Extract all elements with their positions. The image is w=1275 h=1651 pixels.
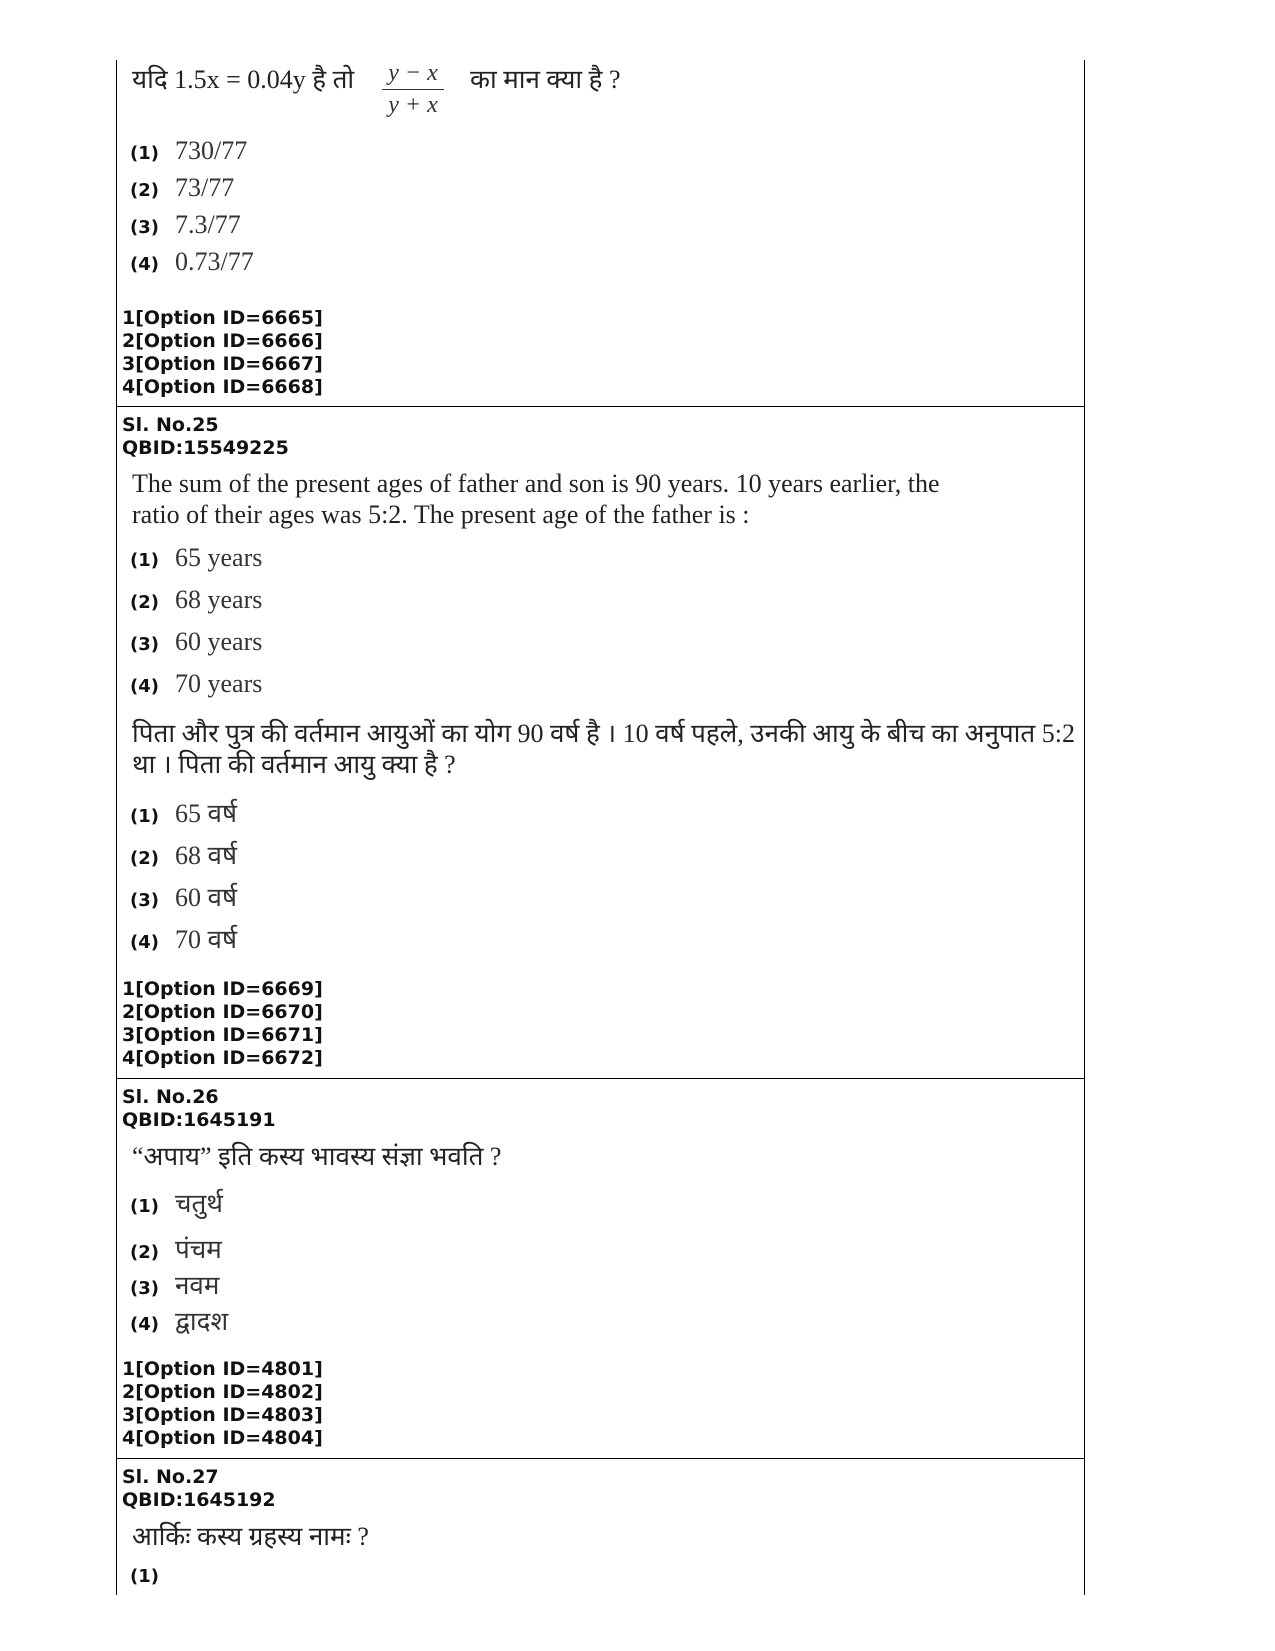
fraction-bar: [382, 89, 444, 90]
option-text: 73/77: [174, 173, 235, 202]
option-id: 4[Option ID=6668]: [122, 376, 323, 398]
option-number: (4): [130, 676, 159, 697]
option: [130, 669, 262, 699]
option-number: (1): [130, 550, 159, 571]
option: [130, 920, 237, 956]
option: [130, 136, 247, 166]
option-number: (4): [130, 1314, 159, 1335]
row-divider: [116, 1078, 1085, 1079]
option-number: (4): [130, 254, 159, 275]
option-number: (3): [130, 217, 159, 238]
option: [130, 1184, 223, 1220]
option: [130, 794, 237, 830]
table-left-border: [116, 60, 117, 1595]
option-id: 1[Option ID=4801]: [122, 1358, 323, 1380]
row-divider: [116, 1458, 1085, 1459]
question-stem-hindi: [132, 718, 1075, 780]
option-text: 7.3/77: [174, 210, 241, 239]
option-text: 68 वर्ष: [174, 841, 237, 870]
question-stem: आर्किः कस्य ग्रहस्य नामः ?: [132, 1522, 369, 1551]
row-divider: [116, 406, 1085, 407]
option: [130, 1302, 228, 1338]
option: [130, 1266, 219, 1302]
option-text: 60 वर्ष: [174, 883, 237, 912]
option-number: (1): [130, 1196, 159, 1217]
option-id: 2[Option ID=6666]: [122, 330, 323, 352]
option-text: 68 years: [174, 585, 263, 614]
option: [130, 173, 234, 203]
option-id: 2[Option ID=6670]: [122, 1001, 323, 1023]
option-id-list: [122, 978, 323, 1070]
option-id: 3[Option ID=6671]: [122, 1024, 323, 1046]
option-text: 70 years: [174, 669, 263, 698]
question-stem-suffix: का मान क्या है ?: [470, 65, 621, 94]
stem-line: पिता और पुत्र की वर्तमान आयुओं का योग 90 वर्ष है । 10 वर्ष पहले, उनकी आयु के बीच का अनुपात 5:2: [132, 719, 1075, 748]
option-number: (3): [130, 634, 159, 655]
option-number: (1): [130, 806, 159, 827]
option-number: (2): [130, 592, 159, 613]
qbid: QBID:1645192: [122, 1489, 276, 1511]
option-number: (2): [130, 848, 159, 869]
question-header: [122, 1466, 276, 1512]
option-id: 4[Option ID=6672]: [122, 1047, 323, 1069]
fraction-numerator: y − x: [388, 60, 438, 86]
fraction-denominator: y + x: [388, 92, 438, 118]
question-header: [122, 414, 289, 460]
option-id: 3[Option ID=4803]: [122, 1404, 323, 1426]
option-text: 730/77: [174, 136, 248, 165]
option-number: (2): [130, 1242, 159, 1263]
option-number: (1): [130, 1566, 159, 1587]
option: [130, 247, 254, 277]
question-header: [122, 1086, 276, 1132]
option-number: (2): [130, 180, 159, 201]
option-id-list: [122, 307, 323, 399]
stem-line: था । पिता की वर्तमान आयु क्या है ?: [132, 750, 456, 779]
question-stem-english: [132, 468, 940, 530]
option: [130, 585, 262, 615]
qbid: QBID:15549225: [122, 437, 289, 459]
option-id: 1[Option ID=6669]: [122, 978, 323, 1000]
option-number: (3): [130, 890, 159, 911]
option: [130, 543, 262, 573]
option-id: 2[Option ID=4802]: [122, 1381, 323, 1403]
fraction-expression: [382, 60, 444, 119]
serial-number: Sl. No.26: [122, 1086, 219, 1108]
option-text: चतुर्थ: [174, 1189, 223, 1218]
option-text: द्वादश: [174, 1307, 229, 1336]
qbid: QBID:1645191: [122, 1109, 276, 1131]
option-text: 0.73/77: [174, 247, 254, 276]
option: [130, 878, 237, 914]
option-text: पंचम: [174, 1235, 222, 1264]
option-id: 3[Option ID=6667]: [122, 353, 323, 375]
option: [130, 210, 241, 240]
option-text: 70 वर्ष: [174, 925, 237, 954]
option-text: नवम: [174, 1271, 220, 1300]
option-number: (1): [130, 143, 159, 164]
option-id-list: [122, 1358, 323, 1450]
question-stem: “अपाय” इति कस्य भावस्य संज्ञा भवति ?: [132, 1142, 502, 1171]
option: [130, 627, 262, 657]
serial-number: Sl. No.27: [122, 1466, 219, 1488]
option: [130, 836, 237, 872]
option-number: (4): [130, 932, 159, 953]
option: [130, 1230, 222, 1266]
serial-number: Sl. No.25: [122, 414, 219, 436]
stem-line: The sum of the present ages of father and son is 90 years. 10 years earlier, the: [132, 469, 940, 498]
option-id: 4[Option ID=4804]: [122, 1427, 323, 1449]
stem-line: ratio of their ages was 5:2. The present age of the father is :: [132, 500, 750, 529]
option-text: 60 years: [174, 627, 263, 656]
question-stem: यदि 1.5x = 0.04y है तो: [132, 65, 355, 94]
option-id: 1[Option ID=6665]: [122, 307, 323, 329]
option-text: 65 वर्ष: [174, 799, 237, 828]
option-number: (3): [130, 1278, 159, 1299]
table-right-border: [1084, 60, 1085, 1595]
option-text: 65 years: [174, 543, 263, 572]
